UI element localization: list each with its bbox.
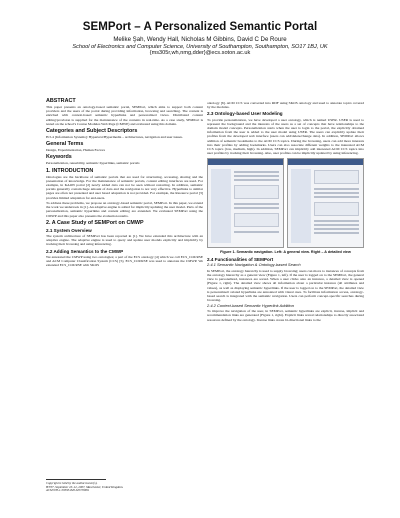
case-study-heading: 2. A Case Study of SEMPort on CMWP <box>46 219 144 226</box>
abstract-text: This paper presents an ontology-based semantic portal, SEMPort, which aims to support both content providers and the users of the portal during providing information, browsing and searching. The content is enriched with context-based semantic hyperlinks and personalized views. Distributed content editing/provision is supplied for the maintenance of the contents in real-time. As a case study, SEMPort is tested on the school's Course Modules Web Page (CMWP) and evaluated using this domain. <box>46 105 203 126</box>
footnote-line-3: ACM 978-1-59593-820-6/07/0009. <box>46 488 90 493</box>
adding-semantics-text: We annotated the CMWP using two ontologies; a part of the ECS ontology [4] which we call ECS_COURSE and ACM Computer Classification System (CCS) [5]. ECS_COURSE was used to annotate the CMWP. We extended ECS_COURSE with SKOS <box>46 254 203 268</box>
footnote-line-2: HT'07, September 10–12, 2007, Manchester, United Kingdom. <box>46 484 124 489</box>
introduction-paragraph-1: Ontologies are the backbone of semantic portals that are used for structuring, accessing, sharing and the presentation of knowledge. For the maintenance of semantic portals, content editing interfaces are used. For example, in KAON portal [2] newly added data can not be seen without restarting. In addition, semantic portals generally contain huge amount of data and the navigation is not very effective. Hyperlinks to similar pages are often not presented and user based adaptation is not provided. For example, the Resource portal [3] provides limited adaptation for end-users. <box>46 174 203 200</box>
system-overview-text: The system architecture of SEMPort has been reported in [1]. We have extended this architecture with an adaptive engine. The adaptive engine is used to query and update user models explicitly and implicitly by tracking their browsing and using inferencing. <box>46 234 203 247</box>
figure-1-caption: Figure 1. Semantic navigation. Left: A general view. Right – A detailed view <box>220 250 351 255</box>
right-column <box>207 101 364 323</box>
left-column <box>46 96 203 269</box>
copyright-footnote <box>46 482 156 493</box>
abstract-heading: ABSTRACT <box>46 98 76 104</box>
continued-text: ontology [6]. ACM CCS was converted into RDF using SKOS ontology and used to annotate topics covered by the modules. <box>207 101 364 110</box>
system-overview-heading: 2.1 System Overview <box>46 227 92 233</box>
paper-header <box>0 21 400 56</box>
functionalities-heading: 2.4 Functionalities of SEMPort <box>207 256 274 262</box>
figure-1 <box>207 158 364 248</box>
adding-semantics-heading: 2.2 Adding Semantics to the CMWP <box>46 248 124 254</box>
hyperlink-addition-text: To improve the navigation of the user, in SEMPort, semantic hyperlinks are explicit, inverse, implicit and recommendation links are generated (Figure 1, right). Explicit links reveal relationships to directly associated resources defined by the ontology. Inverse links create bi-directional links to the <box>207 309 364 322</box>
general-terms-heading: General Terms <box>46 141 84 148</box>
detailed-view-screenshot <box>287 158 364 248</box>
footnote-line-1: Copyright is held by the author/owner(s). <box>46 481 98 485</box>
introduction-heading: 1. INTRODUCTION <box>46 167 94 174</box>
user-modeling-text: To provide personalization, we have developed a user ontology, which is named USER. USER is used to represent the background and the interests of the users as a set of concepts that have relationships to the domain model concepts. Personalization starts when the user is login to the portal, the explicitly obtained information from the user is added to the user model using USER. The users can explicitly update their profiles from the developed web interface (users can add/delete/change data). In addition, SEMPort allows addition of semantic bookmarks to the ACM CCS topics. During the browsing, users can add more interests into their profiles by adding bookmarks. Users can also associate different weights to the interested ACM CCS topics (low, medium, high). In addition, SEMPort can implicitly add interested ACM CCS topics into user profiles by tracking their browsing. Also, user profiles can be implicitly updated by using inferencing. <box>207 117 364 156</box>
introduction-paragraph-2: To address these problems, we propose an ontology-based semantic portal, SEMPort. In this paper, we extend the work we undertook in [1]. An adaptive engine is added for implicitly updating the user model. Parts of the personalization, semantic hyperlinks and content editing are extended. We evaluated SEMPort using the CMWP and this paper also presents the evaluation results. <box>46 201 203 218</box>
paper-title: SEMPort – A Personalized Semantic Portal <box>82 21 318 33</box>
general-terms-text: Design, Experimentation, Human Factors <box>46 148 106 153</box>
keywords-text: Personalization, reusability, semantic hyperlinks, semantic portals <box>46 161 140 166</box>
footnote-rule <box>46 479 106 480</box>
author-emails: {ms305r,wh,nmg,dder}@ecs.soton.ac.uk <box>149 50 251 57</box>
categories-heading: Categories and Subject Descriptors <box>46 128 138 135</box>
semantic-navigation-text: In SEMPort, the ontology hierarchy is used to supply browsing; users can move to instances of concepts from the ontology hierarchy as a general view (Figure 1, left). If the user is logged on to the SEMPort, the general view is personalized, instances are sorted. When a user clicks onto an instance, a detailed view is opened (Figure 1, right). The detailed view shows all information about a particular instance (all attributes and values), as well as displaying semantic hyperlinks. If the user is logged on to the SEMPort, the detailed view is personalized: related hyperlinks are annotated with visual cues. To facilitate information access, ontology-based search is integrated with the semantic navigation. Users can perform concept-specific searches during browsing. <box>207 268 364 303</box>
author-list: Melike Şah, Wendy Hall, Nicholas M Gibbins, David C De Roure <box>113 35 287 43</box>
categories-text: H.5.4 [Information Systems]: Hypertext/Hypermedia – architectures, navigation and user issues. <box>46 135 183 140</box>
hyperlink-addition-heading: 2.4.2 Context-based Semantic Hyperlink Addition <box>207 302 295 308</box>
affiliation: School of Electronics and Computer Science, University of Southampton, Southampton, SO17 1BJ, UK <box>72 43 328 50</box>
semantic-navigation-heading: 2.4.1 Semantic Navigation & Ontology-based Search <box>207 262 301 268</box>
general-view-screenshot <box>207 158 284 248</box>
user-modeling-heading: 2.3 Ontology-based User Modeling <box>207 111 283 117</box>
keywords-heading: Keywords <box>46 154 72 161</box>
